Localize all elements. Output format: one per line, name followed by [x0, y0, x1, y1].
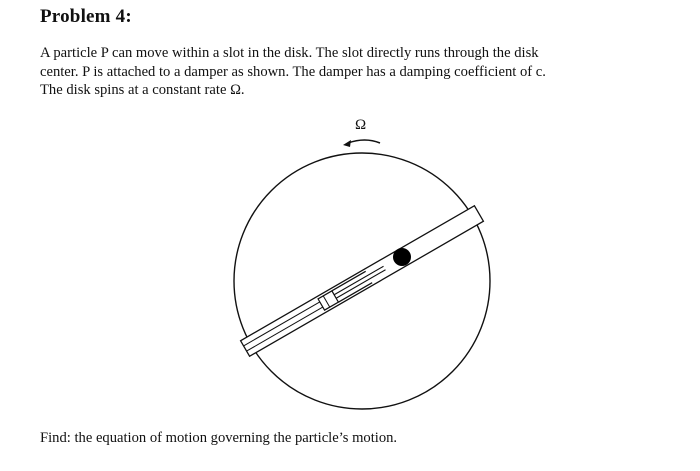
- statement-line-1: A particle P can move within a slot in the disk. The slot directly runs through the disk: [40, 45, 539, 61]
- disk-figure: [220, 110, 510, 420]
- omega-label: Ω: [355, 117, 367, 133]
- problem-heading: Problem 4:: [40, 6, 132, 27]
- find-statement: Find: the equation of motion governing the particle’s motion.: [40, 430, 398, 446]
- disk-diagram: [220, 110, 510, 420]
- statement-line-2: center. P is attached to a damper as shown. The damper has a damping coefficient of c.: [40, 63, 546, 80]
- slot: [241, 206, 484, 357]
- statement-line-3: The disk spins at a constant rate Ω.: [40, 82, 245, 98]
- particle-dot: [393, 248, 411, 266]
- rotation-arrow-icon: [343, 140, 380, 147]
- problem-statement: [40, 44, 688, 100]
